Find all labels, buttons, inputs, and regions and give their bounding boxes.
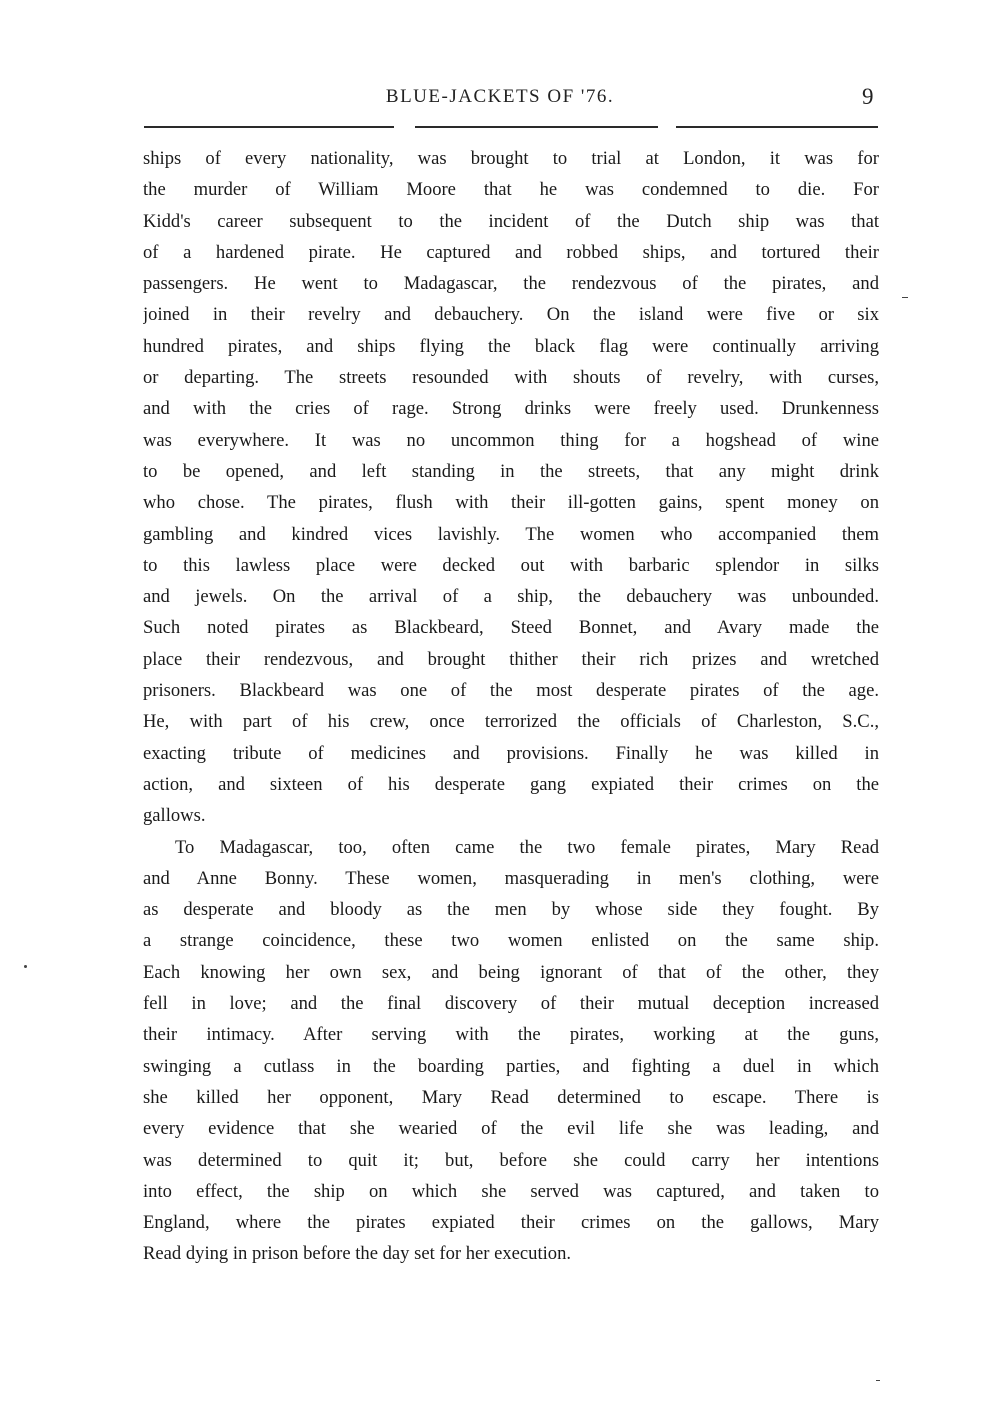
text-line: to be opened, and left standing in the streets, that any might drink [143,460,879,482]
text-line: to this lawless place were decked out with barbaric splendor in silks [143,554,879,576]
text-line: He, with part of his crew, once terrorized the officials of Charleston, S.C., [143,711,879,733]
text-line: gallows. [143,805,206,827]
text-line: every evidence that she wearied of the evil life she was leading, and [143,1118,879,1140]
header-rule-left [144,126,394,128]
scan-speck [24,965,27,968]
paragraph-2 [143,832,879,1270]
text-line: into effect, the ship on which she served was captured, and taken to [143,1180,879,1202]
text-line: was determined to quit it; but, before she could carry her intentions [143,1149,879,1171]
text-line: England, where the pirates expiated their crimes on the gallows, Mary [143,1212,879,1234]
text-line: who chose. The pirates, flush with their ill-gotten gains, spent money on [143,492,879,514]
scan-speck [902,297,908,298]
text-line: hundred pirates, and ships flying the black flag were continually arriving [143,335,879,357]
text-line: as desperate and bloody as the men by whose side they fought. By [143,899,879,921]
paragraph-1 [143,143,879,832]
text-line: a strange coincidence, these two women enlisted on the same ship. [143,930,879,952]
text-line: gambling and kindred vices lavishly. The women who accompanied them [143,523,879,545]
text-line: joined in their revelry and debauchery. On the island were five or six [143,304,879,326]
text-line: and jewels. On the arrival of a ship, the debauchery was unbounded. [143,586,879,608]
text-line: Such noted pirates as Blackbeard, Steed Bonnet, and Avary made the [143,617,879,639]
header-rule-right [676,126,878,128]
text-line: exacting tribute of medicines and provisions. Finally he was killed in [143,742,879,764]
text-line: passengers. He went to Madagascar, the rendezvous of the pirates, and [143,273,879,295]
text-line: and with the cries of rage. Strong drinks were freely used. Drunkenness [143,398,879,420]
text-line: prisoners. Blackbeard was one of the most desperate pirates of the age. [143,680,879,702]
page-number: 9 [862,84,874,109]
text-line: of a hardened pirate. He captured and robbed ships, and tortured their [143,241,879,263]
text-line: fell in love; and the final discovery of their mutual deception increased [143,993,879,1015]
body-text [143,143,879,1270]
text-line: their intimacy. After serving with the pirates, working at the guns, [143,1024,879,1046]
header-rule-middle [415,126,658,128]
running-title: BLUE-JACKETS OF '76. [385,86,615,107]
text-line: Kidd's career subsequent to the incident of the Dutch ship was that [143,210,879,232]
text-line: she killed her opponent, Mary Read determined to escape. There is [143,1086,879,1108]
text-line: Read dying in prison before the day set for her execution. [143,1243,572,1265]
scan-speck [876,1380,880,1381]
text-line: To Madagascar, too, often came the two female pirates, Mary Read [175,836,879,858]
text-line: or departing. The streets resounded with shouts of revelry, with curses, [143,367,879,389]
text-line: swinging a cutlass in the boarding parties, and fighting a duel in which [143,1055,879,1077]
text-line: and Anne Bonny. These women, masquerading in men's clothing, were [143,867,879,889]
text-line: place their rendezvous, and brought thither their rich prizes and wretched [143,648,879,670]
text-line: ships of every nationality, was brought to trial at London, it was for [143,148,879,169]
text-line: was everywhere. It was no uncommon thing for a hogshead of wine [143,429,879,451]
text-line: Each knowing her own sex, and being ignorant of that of the other, they [143,961,879,983]
text-line: action, and sixteen of his desperate gang expiated their crimes on the [143,773,879,795]
text-line: the murder of William Moore that he was condemned to die. For [143,179,879,201]
